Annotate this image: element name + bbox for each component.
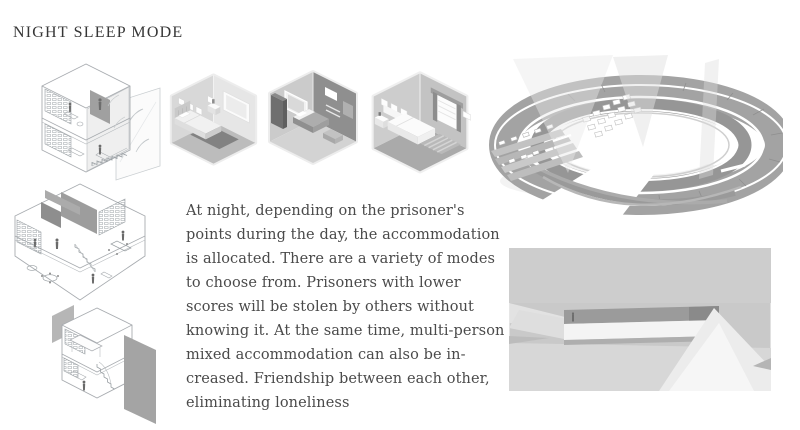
description-paragraph: At night, depending on the prisoner's points during the day, the accommodation is allocated. There are a variety of modes to choose from. Prisoners with lower scores will be stolen by others without knowing it. At the same time, multi-person mixed accommodation can also be in- creased. Friendship between each other, eliminating loneliness xyxy=(186,203,505,411)
bedroom-mode-dark-icon xyxy=(263,66,363,172)
bedroom-mode-double-icon xyxy=(366,68,474,180)
duplex-cell-cutaway-drawing-icon xyxy=(8,62,178,188)
single-cell-cutaway-drawing-icon xyxy=(40,302,175,428)
circular-building-aerial-render-icon xyxy=(483,55,783,217)
bedroom-mode-single-icon xyxy=(165,70,262,172)
person-silhouette xyxy=(572,312,574,321)
page-title: NIGHT SLEEP MODE xyxy=(13,24,184,41)
shared-cell-cutaway-drawing-icon xyxy=(5,182,155,304)
white-interior-space-render-icon xyxy=(509,248,771,391)
